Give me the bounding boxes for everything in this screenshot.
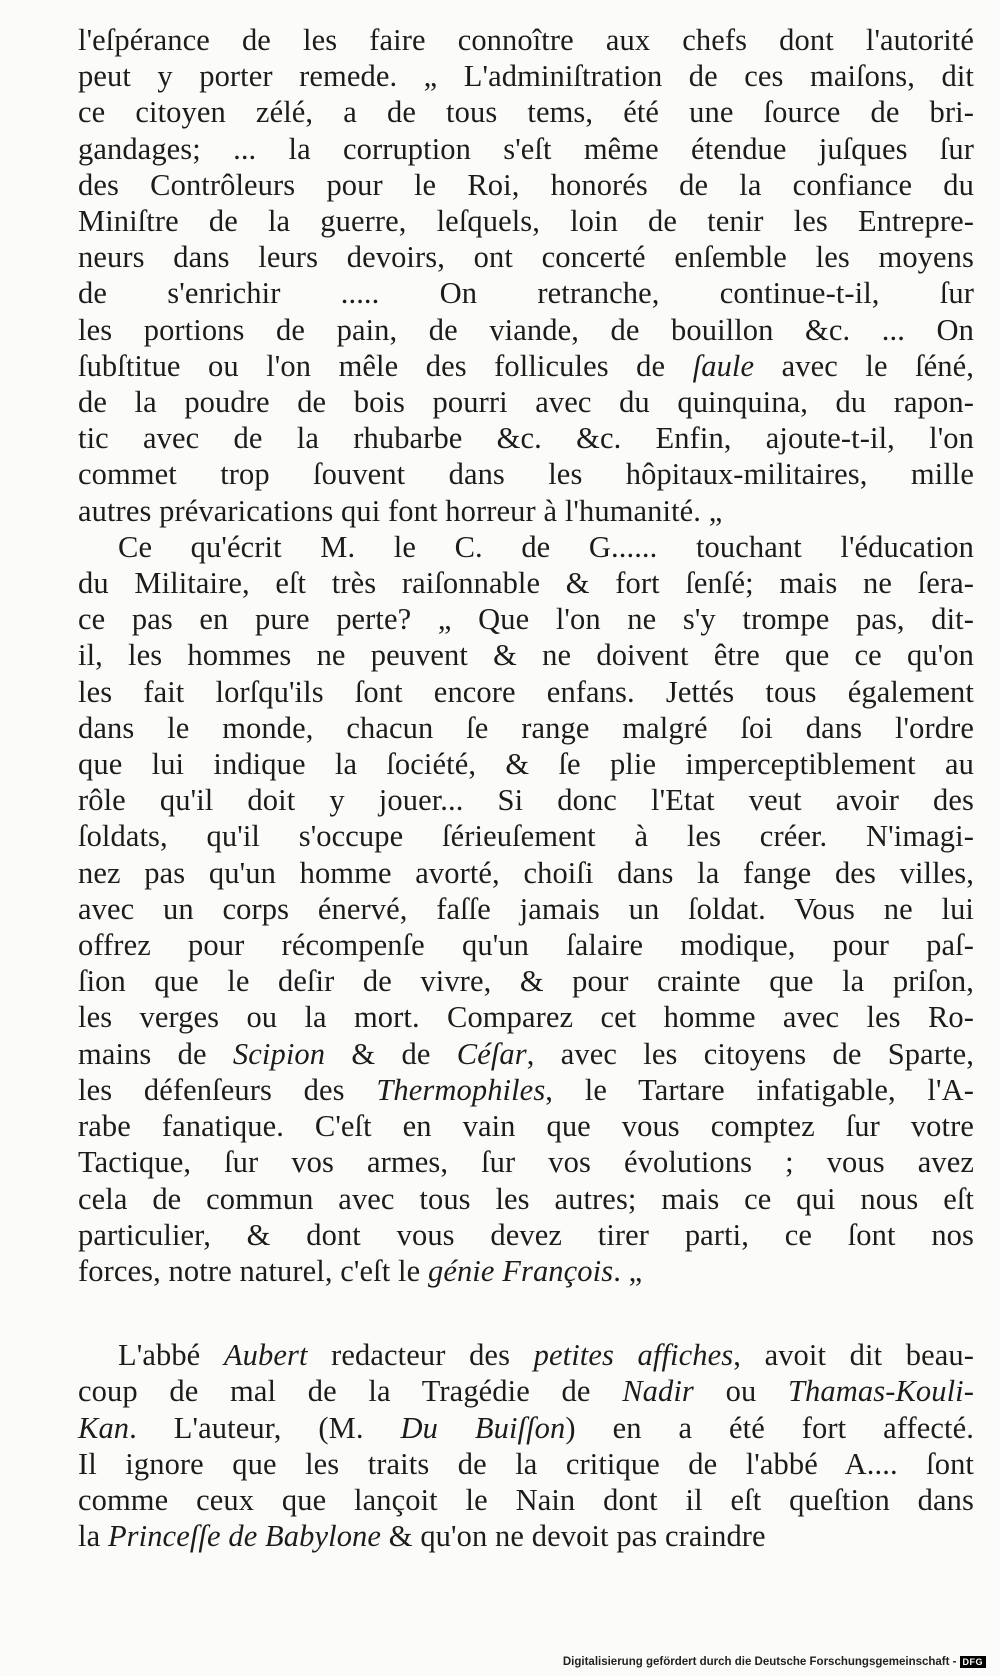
text-segment: avec le ſéné, [754, 348, 974, 383]
text-line [78, 1108, 974, 1144]
text-segment: Il ignore que les traits de la critique de l'abbé A.... ſont [78, 1446, 974, 1481]
text-segment: . „ [613, 1253, 643, 1288]
text-line [78, 348, 974, 384]
text-line [78, 1181, 974, 1217]
text-line [78, 999, 974, 1035]
dfg-logo: DFG [960, 1656, 987, 1668]
text-line [78, 601, 974, 637]
italic-segment: Du Buiſſon [400, 1410, 566, 1445]
text-segment: comme ceux que lançoit le Nain dont il eſt queſtion dans [78, 1482, 974, 1517]
text-segment: neurs dans leurs devoirs, ont concerté enſemble les moyens [78, 240, 974, 275]
text-segment: rabe fanatique. C'eſt en vain que vous comptez ſur votre [78, 1109, 974, 1144]
text-segment: rôle qu'il doit y jouer... Si donc l'Etat veut avoir des [78, 783, 974, 818]
text-segment: particulier, & dont vous devez tirer parti, ce ſont nos [78, 1217, 974, 1252]
text-line [78, 782, 974, 818]
text-line [78, 855, 974, 891]
text-segment: , le Tartare infatigable, l'A- [545, 1072, 974, 1107]
text-line [78, 58, 974, 94]
text-segment: les portions de pain, de viande, de bouillon &c. ... On [78, 312, 974, 347]
paragraph-2 [78, 529, 974, 1289]
text-line [78, 1482, 974, 1518]
italic-segment: Thermophiles [376, 1072, 546, 1107]
paragraph-gap [78, 1289, 974, 1337]
text-segment: l'eſpérance de les faire connoître aux chefs dont l'autorité [78, 23, 974, 57]
text-line [78, 637, 974, 673]
text-line [78, 94, 974, 130]
text-line [78, 1337, 974, 1373]
text-line [78, 927, 974, 963]
text-line [78, 565, 974, 601]
text-line [78, 493, 974, 529]
text-segment: Ce qu'écrit M. le C. de G...... touchant l'éducation [118, 529, 974, 564]
page-text [78, 22, 974, 1554]
text-segment: ce pas en pure perte? „ Que l'on ne s'y trompe pas, dit- [78, 602, 974, 637]
italic-segment: Thamas-Kouli- [787, 1374, 974, 1409]
text-line [78, 239, 974, 275]
text-line [78, 456, 974, 492]
text-segment: ſubſtitue ou l'on mêle des follicules de [78, 348, 693, 383]
text-segment: coup de mal de la Tragédie de [78, 1374, 623, 1409]
italic-segment: Céſar [456, 1036, 527, 1071]
text-segment: mains de [78, 1036, 233, 1071]
text-segment: des Contrôleurs pour le Roi, honorés de la confiance du [78, 167, 974, 202]
text-segment: ) en a été fort affecté. [565, 1410, 974, 1445]
text-segment: Miniſtre de la guerre, leſquels, loin de tenir les Entrepre- [78, 204, 974, 239]
text-line [78, 963, 974, 999]
text-line [78, 710, 974, 746]
italic-segment: Princeſſe de Babylone [107, 1519, 382, 1554]
text-line [78, 22, 974, 58]
text-line [78, 1446, 974, 1482]
text-segment: commet trop ſouvent dans les hôpitaux-militaires, mille [78, 457, 974, 492]
text-line [78, 891, 974, 927]
text-line [78, 1253, 974, 1289]
text-segment: de la poudre de bois pourri avec du quinquina, du rapon- [78, 385, 974, 420]
text-line [78, 167, 974, 203]
paragraph-3 [78, 1337, 974, 1554]
text-segment: avec un corps énervé, faſſe jamais un ſoldat. Vous ne lui [78, 891, 974, 926]
italic-segment: Kan [78, 1410, 130, 1445]
italic-segment: Nadir [622, 1374, 694, 1409]
text-line [78, 1217, 974, 1253]
text-line [78, 1373, 974, 1409]
italic-segment: ſaule [692, 348, 755, 383]
text-segment: ſion que le deſir de vivre, & pour crainte que la priſon, [78, 964, 974, 999]
paragraph-1 [78, 22, 974, 529]
text-line [78, 746, 974, 782]
text-line [78, 203, 974, 239]
text-segment: redacteur des [307, 1338, 534, 1373]
text-line [78, 529, 974, 565]
text-line [78, 131, 974, 167]
text-segment: de s'enrichir ..... On retranche, continue-t-il, ſur [78, 276, 974, 311]
text-segment: offrez pour récompenſe qu'un ſalaire modique, pour paſ- [78, 928, 974, 963]
text-line [78, 674, 974, 710]
text-segment: ce citoyen zélé, a de tous tems, été une ſource de bri- [78, 95, 974, 130]
text-segment: nez pas qu'un homme avorté, choiſi dans la fange des villes, [78, 855, 974, 890]
text-segment: il, les hommes ne peuvent & ne doivent être que ce qu'on [78, 638, 974, 673]
text-line [78, 1410, 974, 1446]
text-segment: Tactique, ſur vos armes, ſur vos évolutions ; vous avez [78, 1145, 974, 1180]
italic-segment: Scipion [232, 1036, 326, 1071]
text-segment: cela de commun avec tous les autres; mais ce qui nous eſt [78, 1181, 974, 1216]
text-segment: les verges ou la mort. Comparez cet homme avec les Ro- [78, 1000, 974, 1035]
text-segment: & qu'on ne devoit pas craindre [381, 1519, 766, 1554]
credit-text: Digitalisierung gefördert durch die Deutsche Forschungsgemeinschaft - [562, 1656, 957, 1668]
text-segment: dans le monde, chacun ſe range malgré ſoi dans l'ordre [78, 710, 974, 745]
text-line [78, 384, 974, 420]
text-line [78, 1518, 974, 1554]
text-segment: , avoit dit beau- [733, 1338, 974, 1373]
text-line [78, 312, 974, 348]
text-line [78, 275, 974, 311]
text-segment: autres prévarications qui font horreur à l'humanité. „ [78, 493, 723, 528]
text-segment: . L'auteur, (M. [129, 1410, 401, 1445]
text-segment: peut y porter remede. „ L'adminiſtration de ces maiſons, dit [78, 59, 974, 94]
text-segment: ſoldats, qu'il s'occupe ſérieuſement à les créer. N'imagi- [78, 819, 974, 854]
text-line [78, 1036, 974, 1072]
text-segment: du Militaire, eſt très raiſonnable & fort ſenſé; mais ne ſera- [78, 566, 974, 601]
digitization-credit [563, 1656, 986, 1668]
text-segment: forces, notre naturel, c'eſt le [78, 1253, 428, 1288]
italic-segment: Aubert [223, 1338, 308, 1373]
text-segment: L'abbé [118, 1338, 224, 1373]
text-segment: les fait lorſqu'ils ſont encore enfans. Jettés tous également [78, 674, 974, 709]
text-segment: que lui indique la ſociété, & ſe plie imperceptiblement au [78, 747, 974, 782]
text-line [78, 1072, 974, 1108]
text-line [78, 818, 974, 854]
italic-segment: génie François [427, 1253, 614, 1288]
text-segment: & de [325, 1036, 457, 1071]
text-segment: les défenſeurs des [78, 1072, 377, 1107]
text-line [78, 1144, 974, 1180]
text-segment: , avec les citoyens de Sparte, [526, 1036, 974, 1071]
text-segment: ou [693, 1374, 788, 1409]
text-segment: la [78, 1519, 108, 1554]
italic-segment: petites affiches [533, 1338, 734, 1373]
text-segment: tic avec de la rhubarbe &c. &c. Enfin, ajoute-t-il, l'on [78, 421, 974, 456]
text-segment: gandages; ... la corruption s'eſt même étendue juſques ſur [78, 131, 974, 166]
text-line [78, 420, 974, 456]
